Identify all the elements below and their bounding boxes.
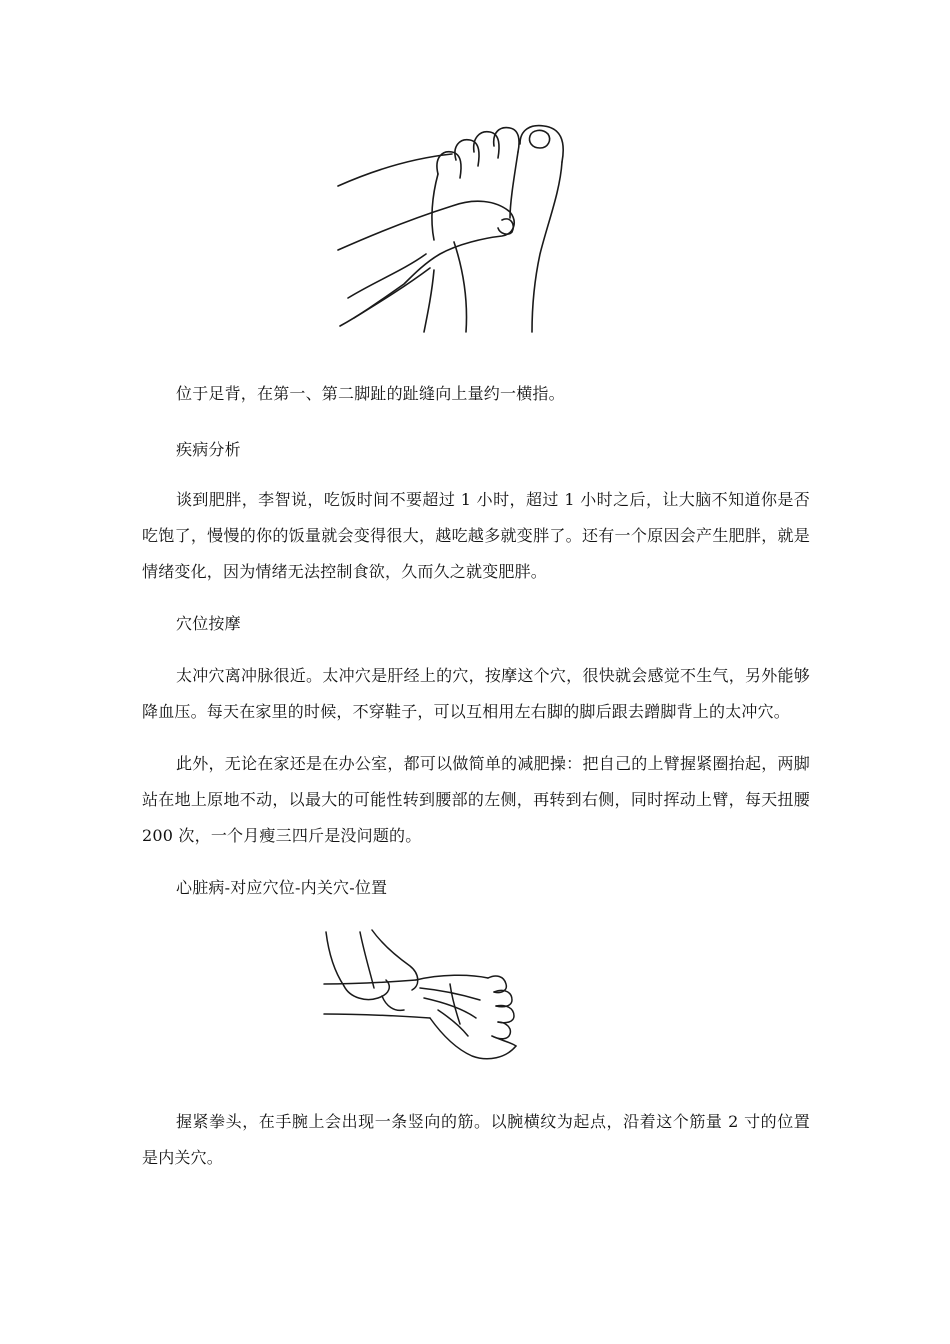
foot-caption: 位于足背，在第一、第二脚趾的趾缝向上量约一横指。 (176, 384, 565, 403)
wrist-illustration (320, 928, 536, 1072)
foot-icon (334, 122, 574, 334)
massage-paragraph: 太冲穴离冲脉很近。太冲穴是肝经上的穴，按摩这个穴，很快就会感觉不生气，另外能够降血压。每天在家里的时候，不穿鞋子，可以互相用左右脚的脚后跟去蹭脚背上的太冲穴。 (142, 666, 810, 721)
disease-paragraph: 谈到肥胖，李智说，吃饭时间不要超过 1 小时，超过 1 小时之后，让大脑不知道你是否吃饱了，慢慢的你的饭量就会变得很大，越吃越多就变胖了。还有一个原因会产生肥胖，就是情绪变化，因为情绪无法控制食欲，久而久之就变肥胖。 (142, 490, 810, 581)
disease-heading: 疾病分析 (176, 440, 241, 459)
wrist-icon (320, 928, 536, 1072)
exercise-paragraph: 此外，无论在家还是在办公室，都可以做简单的减肥操：把自己的上臂握紧圈抬起，两脚站在地上原地不动，以最大的可能性转到腰部的左侧，再转到右侧，同时挥动上臂，每天扭腰 200 次，一个月瘦三四斤是没问题的。 (142, 754, 810, 845)
wrist-caption: 握紧拳头，在手腕上会出现一条竖向的筋。以腕横纹为起点，沿着这个筋量 2 寸的位置是内关穴。 (142, 1112, 810, 1167)
massage-heading: 穴位按摩 (176, 614, 241, 633)
foot-illustration (334, 122, 574, 334)
heart-heading: 心脏病-对应穴位-内关穴-位置 (176, 878, 388, 897)
